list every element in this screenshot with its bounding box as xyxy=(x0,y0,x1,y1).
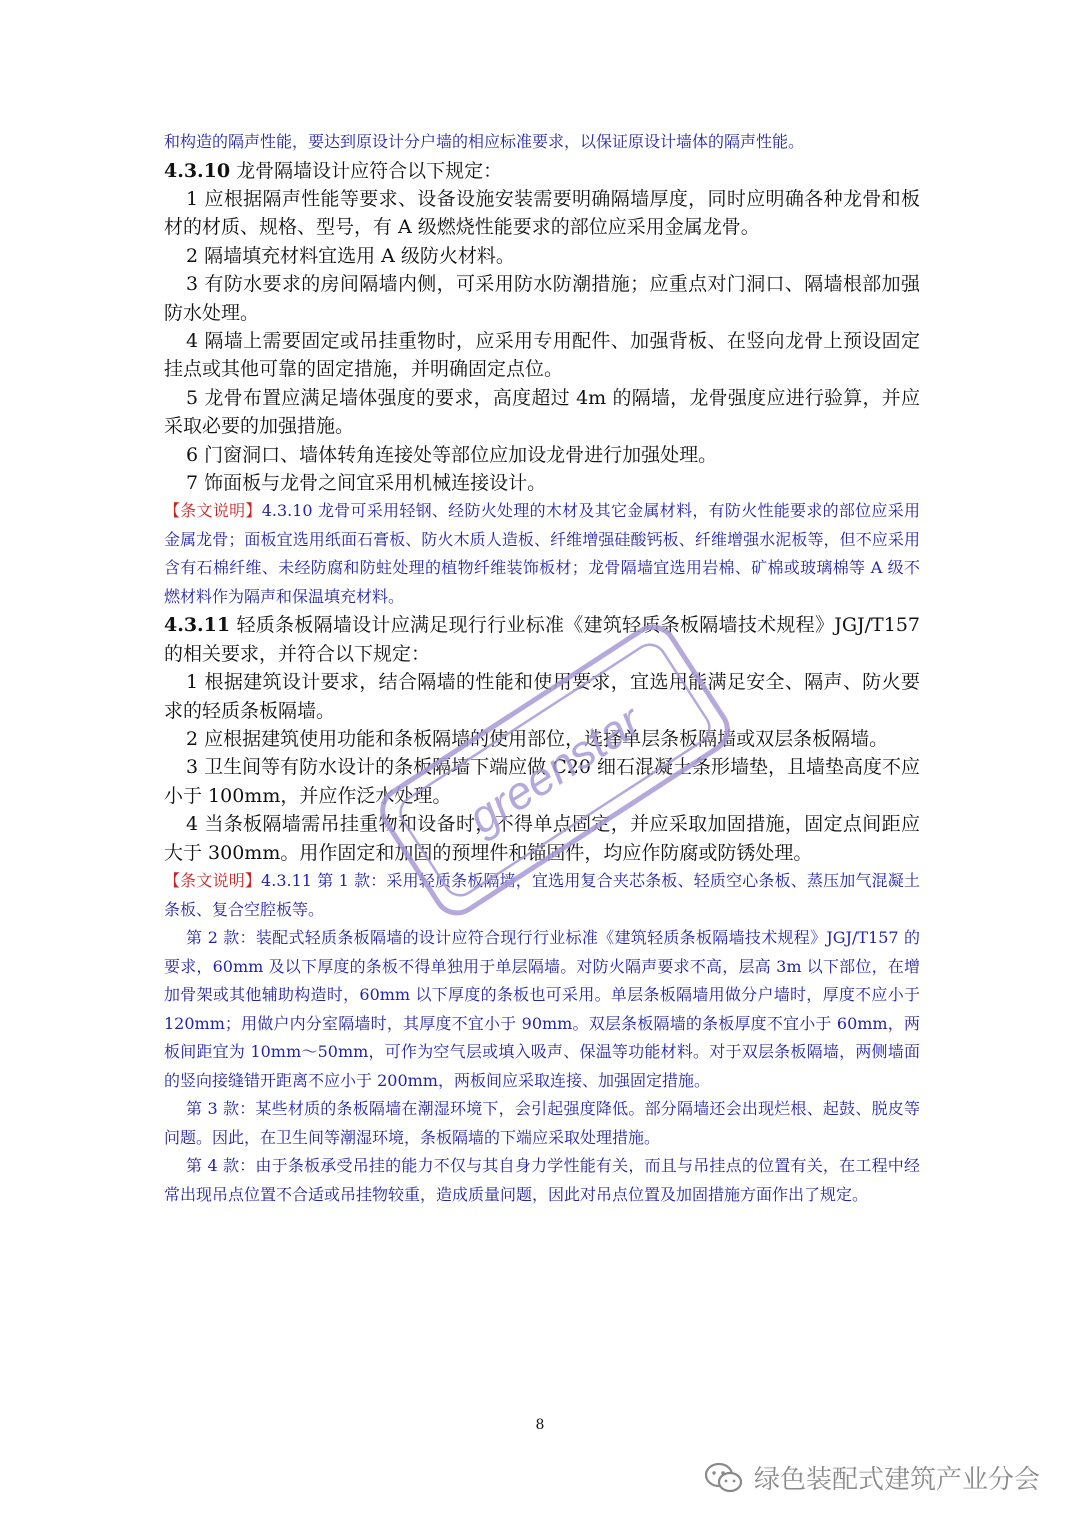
explanation-4-3-11 xyxy=(164,867,920,924)
clause-item: 7 饰面板与龙骨之间宜采用机械连接设计。 xyxy=(186,471,547,494)
explanation-label: 【条文说明】 xyxy=(164,871,262,891)
clause-item: 3 有防水要求的房间隔墙内侧，可采用防水防潮措施；应重点对门洞口、隔墙根部加强防水处理。 xyxy=(164,273,920,324)
intro-paragraph: 和构造的隔声性能，要达到原设计分户墙的相应标准要求，以保证原设计墙体的隔声性能。 xyxy=(164,132,805,151)
wechat-icon xyxy=(704,1461,744,1495)
explanation-text: 4.3.10 龙骨可采用轻钢、经防火处理的木材及其它金属材料，有防火性能要求的部位应采用金属龙骨；面板宜选用纸面石膏板、防火木质人造板、纤维增强硅酸钙板、纤维增强水泥板等，但不应采用含有石棉纤维、未经防腐和防蛀处理的植物纤维装饰板材；龙骨隔墙宜选用岩棉、矿棉或玻璃棉等 A 级不燃材料作为隔声和保温填充材料。 xyxy=(164,501,920,606)
explanation-label: 【条文说明】 xyxy=(164,501,262,521)
explanation-4-3-10 xyxy=(164,497,920,611)
clause-number: 4.3.10 xyxy=(164,159,231,182)
explanation-text: 4.3.11 第 1 款：采用轻质条板隔墙，宜选用复合夹芯条板、轻质空心条板、蒸压加气混凝土条板、复合空腔板等。 xyxy=(164,871,920,919)
clause-item: 5 龙骨布置应满足墙体强度的要求，高度超过 4m 的隔墙，龙骨强度应进行验算，并应采取必要的加强措施。 xyxy=(164,386,920,438)
wechat-account-name: 绿色装配式建筑产业分会 xyxy=(754,1465,1041,1495)
clause-item: 2 应根据建筑使用功能和条板隔墙的使用部位，选择单层条板隔墙或双层条板隔墙。 xyxy=(186,728,889,750)
clause-title: 轻质条板隔墙设计应满足现行行业标准《建筑轻质条板隔墙技术规程》JGJ/T157 的相关要求，并符合以下规定： xyxy=(164,614,920,665)
clause-4-3-11-heading xyxy=(164,611,920,668)
clause-item: 3 卫生间等有防水设计的条板隔墙下端应做 C20 细石混凝土条形墙垫，且墙垫高度不应小于 100mm，并应作泛水处理。 xyxy=(164,756,920,807)
clause-title: 龙骨隔墙设计应符合以下规定： xyxy=(230,159,503,182)
page-content xyxy=(164,128,920,1209)
stamp-text: greenstar xyxy=(458,694,651,844)
explanation-paragraph: 第 3 款：某些材质的条板隔墙在潮湿环境下，会引起强度降低。部分隔墙还会出现烂根、起鼓、脱皮等问题。因此，在卫生间等潮湿环境，条板隔墙的下端应采取处理措施。 xyxy=(164,1099,920,1147)
page-number: 8 xyxy=(535,1417,545,1433)
clause-4-3-10-heading xyxy=(164,157,920,185)
clause-item: 6 门窗洞口、墙体转角连接处等部位应加设龙骨进行加强处理。 xyxy=(186,443,718,466)
clause-number: 4.3.11 xyxy=(164,614,231,637)
explanation-paragraph: 第 4 款：由于条板承受吊挂的能力不仅与其自身力学性能有关，而且与吊挂点的位置有关，在工程中经常出现吊点位置不合适或吊挂物较重，造成质量问题，因此对吊点位置及加固措施方面作出了规定。 xyxy=(164,1156,920,1204)
clause-item: 4 当条板隔墙需吊挂重物和设备时，不得单点固定，并应采取加固措施，固定点间距应大于 300mm。用作固定和加固的预埋件和锚固件，均应作防腐或防锈处理。 xyxy=(164,813,920,864)
clause-item: 4 隔墙上需要固定或吊挂重物时，应采用专用配件、加强背板、在竖向龙骨上预设固定挂点或其他可靠的固定措施，并明确固定点位。 xyxy=(164,329,920,381)
clause-item: 1 应根据隔声性能等要求、设备设施安装需要明确隔墙厚度，同时应明确各种龙骨和板材的材质、规格、型号，有 A 级燃烧性能要求的部位应采用金属龙骨。 xyxy=(164,187,920,239)
explanation-paragraph: 第 2 款：装配式轻质条板隔墙的设计应符合现行行业标准《建筑轻质条板隔墙技术规程》JGJ/T157 的要求，60mm 及以下厚度的条板不得单独用于单层隔墙。对防火隔声要求不高，层高 3m 以下部位，在增加骨架或其他辅助构造时，60mm 以下厚度的条板也可采用。单层条板隔墙用做分户墙时，厚度不应小于 120mm；用做户内分室隔墙时，其厚度不宜小于 90mm。双层条板隔墙的条板厚度不宜小于 60mm，两板间距宜为 10mm～50mm，可作为空气层或填入吸声、保温等功能材料。对于双层条板隔墙，两侧墙面的竖向接缝错开距离不应小于 200mm，两板间应采取连接、加强固定措施。 xyxy=(164,928,920,1090)
clause-item: 1 根据建筑设计要求，结合隔墙的性能和使用要求，宜选用能满足安全、隔声、防火要求的轻质条板隔墙。 xyxy=(164,671,920,722)
clause-item: 2 隔墙填充材料宜选用 A 级防火材料。 xyxy=(186,244,515,267)
wechat-watermark xyxy=(704,1459,1040,1496)
